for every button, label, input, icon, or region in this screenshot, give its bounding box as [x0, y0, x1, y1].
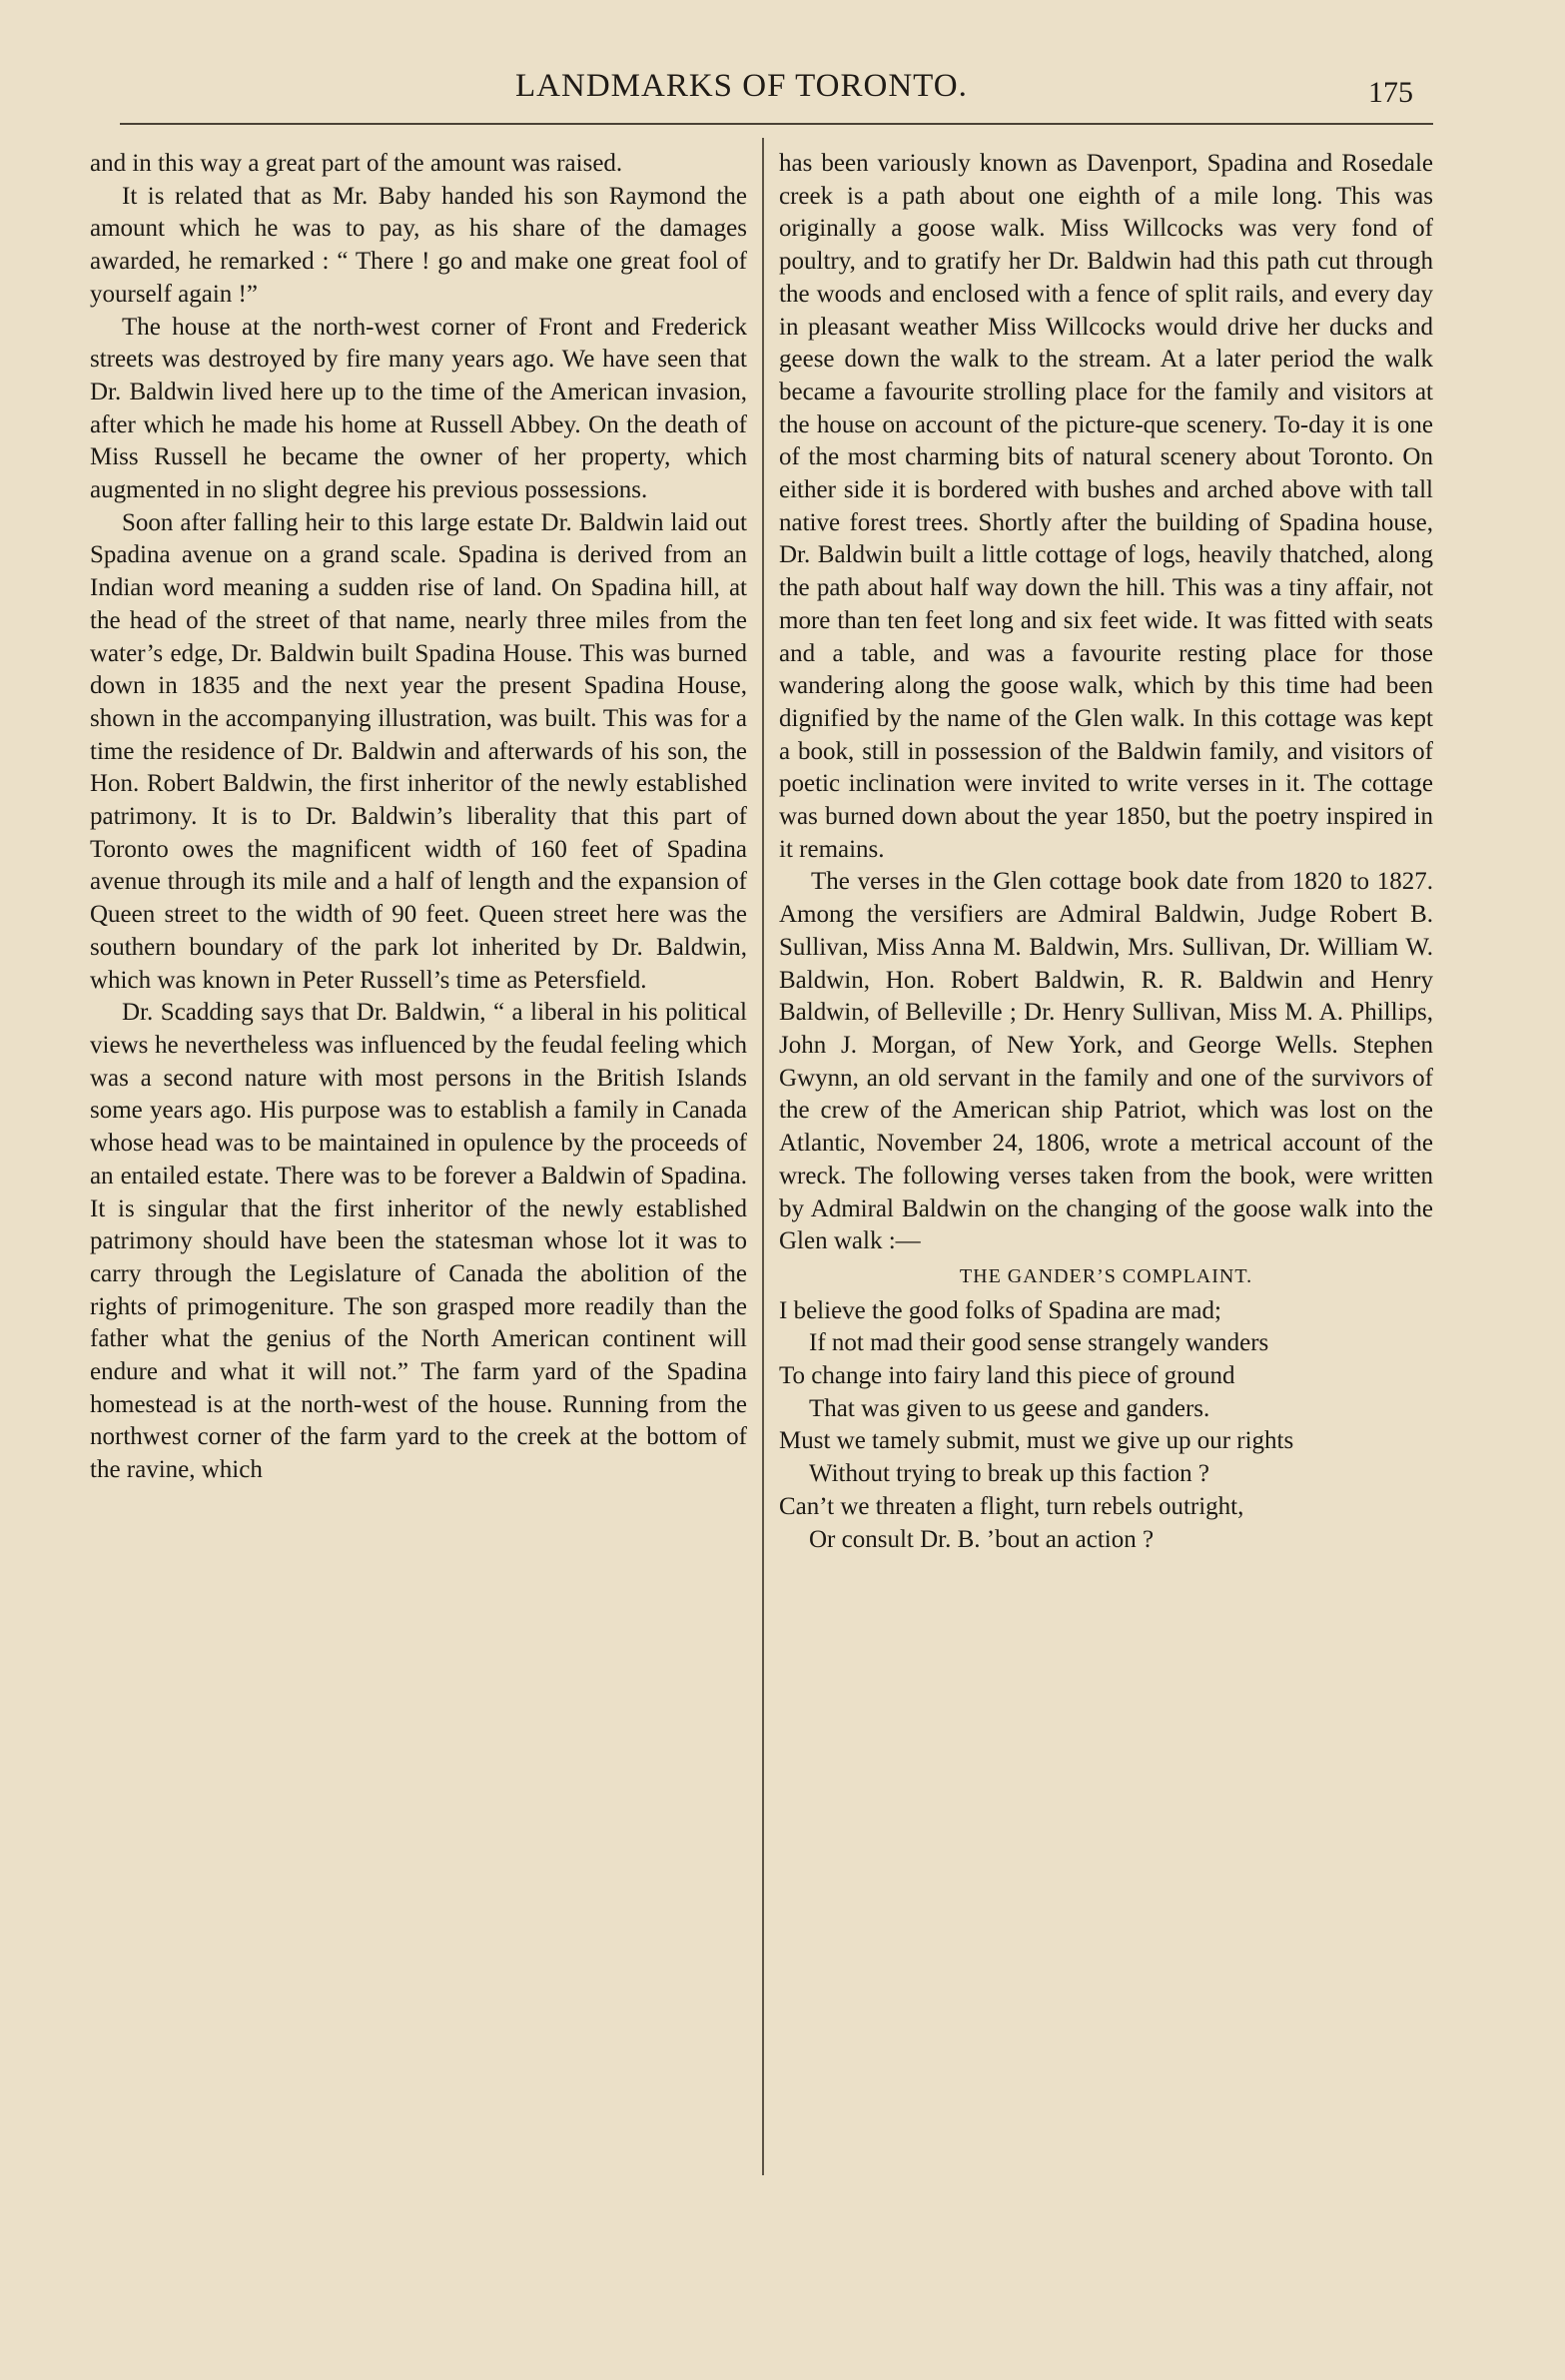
page-number: 175	[1368, 76, 1413, 109]
paragraph: It is related that as Mr. Baby handed his son Raymond the amount which he was to pay, as his share of the damages awarded, he remarked : “ There ! go and make one great fool of yourself again !”	[90, 182, 747, 308]
column-divider	[762, 138, 764, 2175]
poem-line: To change into fairy land this piece of ground	[779, 1362, 1235, 1390]
header-rule	[120, 123, 1433, 125]
paragraph: The verses in the Glen cottage book date from 1820 to 1827. Among the versifiers are Admiral Baldwin, Judge Robert B. Sullivan, Miss Anna M. Baldwin, Mrs. Sullivan, Dr. William W. Baldwin, Hon. Robert Baldwin, R. R. Baldwin and Henry Baldwin, of Belleville ; Dr. Henry Sullivan, Miss M. A. Phillips, John J. Morgan, of New York, and George Wells. Stephen Gwynn, an old servant in the family and one of the survivors of the crew of the American ship Patriot, which was lost on the Atlantic, November 24, 1806, wrote a metrical account of the wreck. The following verses taken from the book, were written by Admiral Baldwin on the changing of the goose walk into the Glen walk :—	[779, 868, 1433, 1255]
poem-line: Can’t we threaten a flight, turn rebels outright,	[779, 1492, 1244, 1520]
left-column	[90, 148, 747, 1487]
poem-title: THE GANDER’S COMPLAINT.	[959, 1264, 1253, 1287]
paragraph: and in this way a great part of the amount was raised.	[90, 150, 623, 177]
poem-line: I believe the good folks of Spadina are mad;	[779, 1296, 1221, 1324]
poem-line: Without trying to break up this faction ?	[809, 1460, 1209, 1488]
poem-line: If not mad their good sense strangely wanders	[809, 1329, 1269, 1357]
poem-line: Must we tamely submit, must we give up our rights	[779, 1427, 1294, 1455]
poem	[779, 1295, 1433, 1557]
paragraph: Dr. Scadding says that Dr. Baldwin, “ a liberal in his political views he nevertheless was influenced by the feudal feeling which was a second nature with most persons in the British Islands some years ago. His purpose was to establish a family in Canada whose head was to be maintained in opulence by the proceeds of an entailed estate. There was to be forever a Baldwin of Spadina. It is singular that the first inheritor of the newly established patrimony should have been the statesman whose lot it was to carry through the Legislature of Canada the abolition of the rights of primogeniture. The son grasped more readily than the father what the genius of the North American continent will endure and what it will not.” The farm yard of the Spadina homestead is at the north-west of the house. Running from the northwest corner of the farm yard to the creek at the bottom of the ravine, which	[90, 999, 747, 1484]
running-title: LANDMARKS OF TORONTO.	[515, 68, 968, 104]
paragraph: Soon after falling heir to this large estate Dr. Baldwin laid out Spadina avenue on a grand scale. Spadina is derived from an Indian word meaning a sudden rise of land. On Spadina hill, at the head of the street of that name, nearly three miles from the water’s edge, Dr. Baldwin built Spadina House. This was burned down in 1835 and the next year the present Spadina House, shown in the accompanying illustration, was built. This was for a time the residence of Dr. Baldwin and afterwards of his son, the Hon. Robert Baldwin, the first inheritor of the newly established patrimony. It is to Dr. Baldwin’s liberality that this part of Toronto owes the magnificent width of 160 feet of Spadina avenue through its mile and a half of length and the expansion of Queen street to the width of 90 feet. Queen street here was the southern boundary of the park lot inherited by Dr. Baldwin, which was known in Peter Russell’s time as Petersfield.	[90, 508, 747, 994]
page-header	[0, 68, 1565, 118]
poem-line: Or consult Dr. B. ’bout an action ?	[809, 1525, 1155, 1553]
right-column	[779, 148, 1433, 1556]
poem-line: That was given to us geese and ganders.	[809, 1394, 1210, 1422]
paragraph: has been variously known as Davenport, Spadina and Rosedale creek is a path about one eighth of a mile long. This was originally a goose walk. Miss Willcocks was very fond of poultry, and to gratify her Dr. Baldwin had this path cut through the woods and enclosed with a fence of split rails, and every day in pleasant weather Miss Willcocks would drive her ducks and geese down the walk to the stream. At a later period the walk became a favourite strolling place for the family and visitors at the house on account of the picture-que scenery. To-day it is one of the most charming bits of natural scenery about Toronto. On either side it is bordered with bushes and arched above with tall native forest trees. Shortly after the building of Spadina house, Dr. Baldwin built a little cottage of logs, heavily thatched, along the path about half way down the hill. This was a tiny affair, not more than ten feet long and six feet wide. It was fitted with seats and a table, and was a favourite resting place for those wandering along the goose walk, which by this time had been dignified by the name of the Glen walk. In this cottage was kept a book, still in possession of the Baldwin family, and visitors of poetic inclination were invited to write verses in it. The cottage was burned down about the year 1850, but the poetry inspired in it remains.	[779, 150, 1433, 863]
paragraph: The house at the north-west corner of Front and Frederick streets was destroyed by fire many years ago. We have seen that Dr. Baldwin lived here up to the time of the American invasion, after which he made his home at Russell Abbey. On the death of Miss Russell he became the owner of her property, which augmented in no slight degree his previous possessions.	[90, 313, 747, 504]
